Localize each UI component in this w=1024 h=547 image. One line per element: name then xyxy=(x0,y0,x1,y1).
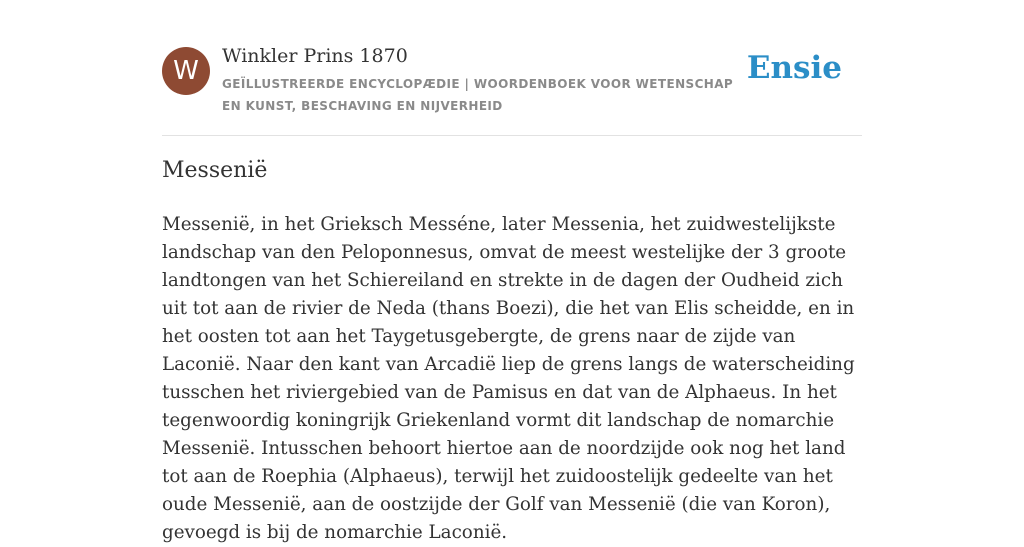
source-subtitle: GEÏLLUSTREERDE ENCYCLOPÆDIE | WOORDENBOEK VOOR WETENSCHAP EN KUNST, BESCHAVING EN NIJVERHEID xyxy=(222,77,734,113)
article-body: Messenië, in het Grieksch Messéne, later Messenia, het zuidwestelijkste landschap van den Peloponnesus, omvat de meest westelijke der 3 groote landtongen van het Schiereiland en strekte in de dagen der Oudheid zich uit tot aan de rivier de Neda (thans Boezi), die het van Elis scheidde, en in het oosten tot aan het Taygetusgebergte, de grens naar de zijde van Laconië. Naar den kant van Arcadië liep de grens langs de waterscheiding tusschen het riviergebied van de Pamisus en dat van de Alphaeus. In het tegenwoordig koningrijk Griekenland vormt dit landschap de nomarchie Messenië. Intusschen behoort hiertoe aan de noordzijde ook nog het land tot aan de Roephia (Alphaeus), terwijl het zuidoostelijk gedeelte van het oude Messenië, aan de oostzijde der Golf van Messenië (die van Koron), gevoegd is bij de nomarchie Laconië. xyxy=(162,214,855,543)
page-container xyxy=(162,0,862,543)
ensie-logo[interactable]: Ensie xyxy=(746,50,842,86)
article-title: Messenië xyxy=(162,158,268,183)
source-title[interactable]: Winkler Prins 1870 xyxy=(222,45,408,67)
source-header xyxy=(162,0,862,136)
source-avatar[interactable]: W xyxy=(162,47,210,95)
